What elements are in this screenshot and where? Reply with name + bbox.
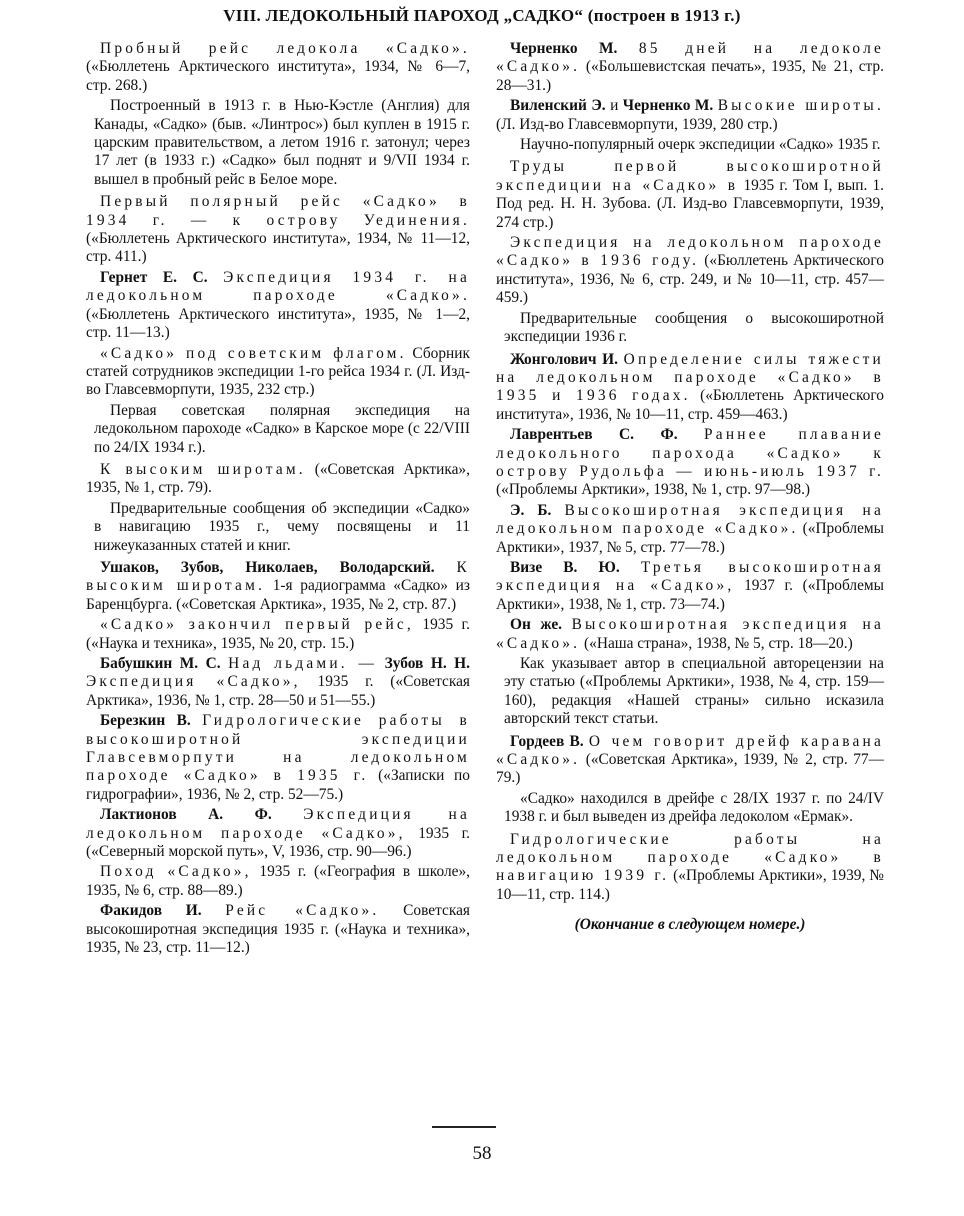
bib-entry: Визе В. Ю. Третья высокоширотная экспедиция на «Садко», 1937 г. («Проблемы Арктики», 1938, № 1, стр. 73—74.)	[496, 558, 884, 613]
annotation: Построенный в 1913 г. в Нью-Кэстле (Англия) для Канады, «Садко» (быв. «Линтрос») был куплен в 1915 г. царским правительством, а летом 1916 г. затонул; через 17 лет (в 1933 г.) «Садко» был поднят и 9/VII 1934 г. вышел в пробный рейс в Белое море.	[94, 97, 470, 188]
annotation: Научно-популярный очерк экспедиции «Садко» 1935 г.	[520, 136, 881, 154]
continuation-note: (Окончание в следующем номере.)	[574, 916, 806, 934]
annotation: Предварительные сообщения о высокоширотной экспедиции 1936 г.	[504, 309, 884, 346]
bib-entry: Черненко М. 85 дней на ледоколе «Садко». («Большевистская печать», 1935, № 21, стр. 28—31.)	[496, 40, 884, 94]
bib-entry: Гидрологические работы на ледокольном пароходе «Садко» в навигацию 1939 г. («Проблемы Арктики», 1939, № 10—11, стр. 114.)	[496, 830, 884, 903]
section-subtitle: (построен в 1913 г.)	[587, 6, 741, 25]
bib-entry: Лактионов А. Ф. Экспедиция на ледокольном пароходе «Садко», 1935 г. («Северный морской путь», V, 1936, стр. 90—96.)	[86, 806, 470, 861]
bib-entry: Жонголович И. Определение силы тяжести на ледокольном пароходе «Садко» в 1935 и 1936 годах. («Бюллетень Арктического института», 1936, № 10—11, стр. 459—463.)	[496, 350, 884, 423]
bib-entry: Э. Б. Высокоширотная экспедиция на ледокольном пароходе «Садко». («Проблемы Арктики», 1937, № 5, стр. 77—78.)	[496, 501, 884, 556]
footer-rule	[432, 1126, 496, 1128]
bib-entry: Лаврентьев С. Ф. Раннее плавание ледокольного парохода «Садко» к острову Рудольфа — июнь-июль 1937 г. («Проблемы Арктики», 1938, № 1, стр. 97—98.)	[496, 426, 884, 499]
section-heading: VIII. ЛЕДОКОЛЬНЫЙ ПАРОХОД „САДКО“	[223, 6, 584, 25]
annotation: Первая советская полярная экспедиция на ледокольном пароходе «Садко» в Карское море (с 22/VIII по 24/IX 1934 г.).	[94, 401, 470, 456]
annotation: Как указывает автор в специальной авторецензии на эту статью («Проблемы Арктики», 1938, № 4, стр. 159—160), редакция «Нашей страны» сильно исказила авторский текст статьи.	[504, 655, 884, 728]
annotation: Предварительные сообщения об экспедиции «Садко» в навигацию 1935 г., чему посвящены и 11 нижеуказанных статей и книг.	[94, 499, 470, 554]
bib-entry: Поход «Садко», 1935 г. («География в школе», 1935, № 6, стр. 88—89.)	[86, 863, 470, 899]
bib-entry: Гордеев В. О чем говорит дрейф каравана «Садко». («Советская Арктика», 1939, № 2, стр. 77—79.)	[496, 732, 885, 787]
bib-entry: Бабушкин М. С. Над льдами. — Зубов Н. Н. Экспедиция «Садко», 1935 г. («Советская Арктика», 1936, № 1, стр. 28—50 и 51—55.)	[86, 655, 470, 709]
bib-entry: Экспедиция на ледокольном пароходе «Садко» в 1936 году. («Бюллетень Арктического института», 1936, № 6, стр. 249, и № 10—11, стр. 457—459.)	[496, 234, 884, 307]
bib-entry: Гернет Е. С. Экспедиция 1934 г. на ледокольном пароходе «Садко». («Бюллетень Арктического института», 1935, № 1—2, стр. 11—13.)	[86, 268, 470, 342]
bib-entry: Березкин В. Гидрологические работы в высокоширотной экспедиции Главсевморпути на ледокольном пароходе «Садко» в 1935 г. («Записки по гидрографии», 1936, № 2, стр. 52—75.)	[86, 712, 470, 803]
section-title	[0, 6, 964, 26]
bib-entry: Ушаков, Зубов, Николаев, Володарский. К высоким широтам. 1-я радиограмма «Садко» из Баренцбурга. («Советская Арктика», 1935, № 2, стр. 87.)	[86, 558, 470, 613]
bib-entry: Виленский Э. и Черненко М. Высокие широты. (Л. Изд-во Главсевморпути, 1939, 280 стр.)	[496, 97, 884, 133]
bib-entry: Он же. Высокоширотная экспедиция на «Садко». («Наша страна», 1938, № 5, стр. 18—20.)	[496, 616, 884, 652]
annotation: «Садко» находился в дрейфе с 28/IX 1937 г. по 24/IV 1938 г. и был выведен из дрейфа ледоколом «Ермак».	[504, 789, 884, 826]
bib-entry: Труды первой высокоширотной экспедиции на «Садко» в 1935 г. Том I, вып. 1. Под ред. Н. Н. Зубова. (Л. Изд-во Главсевморпути, 1939, 274 стр.)	[496, 158, 884, 231]
page-number: 58	[472, 1143, 492, 1164]
bib-entry: «Садко» под советским флагом. Сборник статей сотрудников экспедиции 1-го рейса 1934 г. (Л. Изд-во Главсевморпути, 1935, 232 стр.)	[86, 344, 470, 399]
left-column	[86, 40, 470, 960]
right-column	[496, 40, 884, 950]
bib-entry: Пробный рейс ледокола «Садко». («Бюллетень Арктического института», 1934, № 6—7, стр. 268.)	[86, 40, 470, 94]
bib-entry: Первый полярный рейс «Садко» в 1934 г. — к острову Уединения. («Бюллетень Арктического института», 1934, № 11—12, стр. 411.)	[86, 193, 470, 266]
bib-entry: Факидов И. Рейс «Садко». Советская высокоширотная экспедиция 1935 г. («Наука и техника», 1935, № 23, стр. 11—12.)	[86, 902, 470, 957]
bib-entry: «Садко» закончил первый рейс, 1935 г. («Наука и техника», 1935, № 20, стр. 15.)	[86, 616, 470, 652]
bib-entry: К высоким широтам. («Советская Арктика», 1935, № 1, стр. 79).	[86, 460, 470, 497]
